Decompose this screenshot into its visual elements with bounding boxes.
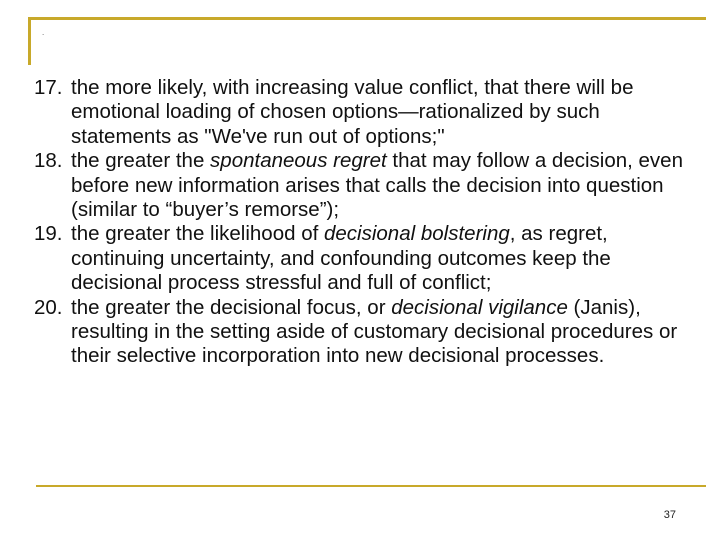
list-item-number: 18. <box>34 149 63 173</box>
numbered-list <box>34 76 694 369</box>
list-item-text: the greater the decisional focus, or <box>71 295 392 319</box>
list-item-19 <box>34 222 694 295</box>
list-item-text: , as regret, continuing uncertainty, and confounding outcomes keep the decisional process stressful and full of conflict; <box>71 222 611 295</box>
list-item-20 <box>34 296 694 369</box>
emphasis-term: decisional vigilance <box>391 295 568 319</box>
list-item-number: 17. <box>34 76 63 99</box>
list-item-17 <box>34 76 694 149</box>
corner-mark: . <box>42 28 45 37</box>
list-item-18 <box>34 149 694 222</box>
top-accent-rule <box>30 17 706 20</box>
emphasis-term: spontaneous regret <box>210 149 387 173</box>
emphasis-term: decisional bolstering <box>324 222 510 246</box>
list-item-text: the more likely, with increasing value conflict, that there will be emotional loading of chosen options—rationalized by such statements as "We've run out of options;" <box>71 76 634 148</box>
list-item-number: 20. <box>34 295 63 319</box>
list-item-text: the greater the likelihood of <box>71 222 324 246</box>
page-number: 37 <box>663 509 676 521</box>
list-item-text: the greater the <box>71 149 211 173</box>
list-item-text: (Janis), resulting in the setting aside of customary decisional procedures or their selective incorporation into new decisional processes. <box>71 295 678 368</box>
list-item-number: 19. <box>34 222 63 246</box>
left-accent-rule <box>28 17 31 65</box>
list-item-text: that may follow a decision, even before new information arises that calls the decision into question (similar to “buyer’s remorse”); <box>71 149 683 222</box>
bottom-accent-rule <box>36 485 706 487</box>
